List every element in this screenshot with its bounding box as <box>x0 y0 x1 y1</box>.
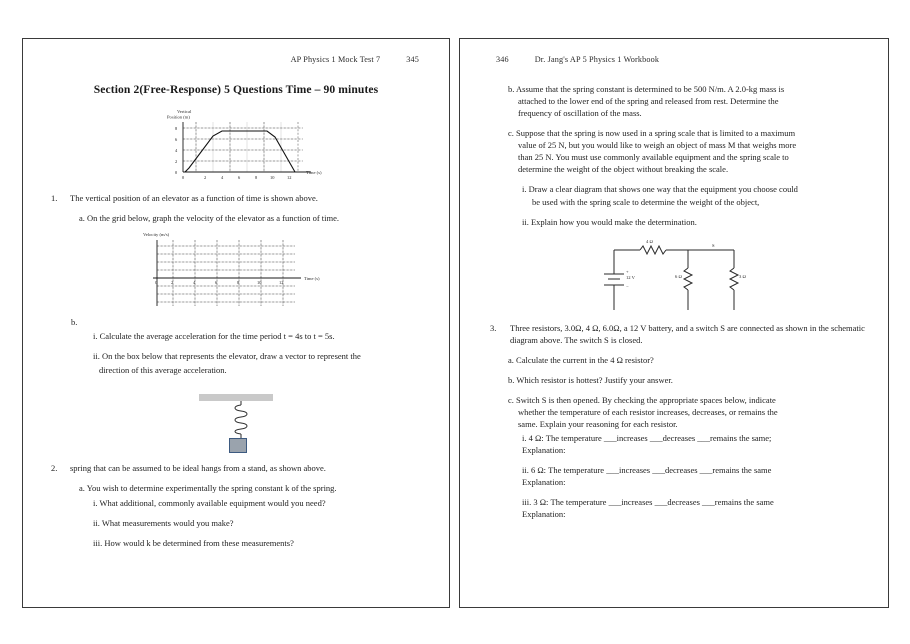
svg-text:10: 10 <box>257 280 262 286</box>
figure-circuit-diagram <box>574 238 774 314</box>
page-left <box>22 38 450 608</box>
question-3-stem-line-2: in the schematic diagram above. The switch S is closed. <box>510 322 865 345</box>
svg-text:2: 2 <box>204 175 207 180</box>
question-1-stem: The vertical position of an elevator as a function of time is shown above. <box>70 193 318 203</box>
position-graph-ylabel-line2: Position (m) <box>167 114 190 120</box>
page-number: 346 <box>496 55 509 64</box>
page-right <box>459 38 889 608</box>
svg-text:0: 0 <box>155 280 158 286</box>
question-2-part-c <box>478 127 870 175</box>
question-3-stem <box>510 322 870 346</box>
running-head-right-page <box>478 53 870 67</box>
question-2-part-c-i-line-2: be used with the spring scale to determine the weight of the object, <box>532 196 760 207</box>
velocity-grid-x-ticks <box>155 280 283 285</box>
circuit-svg <box>574 238 774 314</box>
question-1-part-b-i: i. Calculate the average acceleration for the time period t = 4s to t = 5s. <box>93 331 335 342</box>
velocity-grid-xlabel: Time (s) <box>304 276 320 282</box>
question-2-part-b <box>478 83 870 119</box>
checklist-item-4ohm-prompt[interactable]: i. 4 Ω: The temperature ___increases ___decreases ___remains the same; <box>522 433 772 444</box>
resistor-3ohm-label: 3 Ω <box>739 273 746 279</box>
question-2-part-a-i: i. What additional, commonly available equipment would you need? <box>93 497 326 508</box>
figure-velocity-grid <box>143 230 329 308</box>
battery-voltage-label: 12 V <box>626 274 635 280</box>
question-2-part-c-ii: ii. Explain how you would make the determination. <box>522 216 697 227</box>
position-graph-gridlines <box>183 122 301 172</box>
checklist-item-3ohm-explanation[interactable]: Explanation: <box>522 509 566 520</box>
question-2-part-a-iii: iii. How would k be determined from these measurements? <box>93 537 294 548</box>
battery-plus-sign: + <box>626 268 629 274</box>
resistor-6ohm-symbol <box>684 268 692 290</box>
question-2-part-c-i <box>478 183 870 207</box>
running-head-left-page <box>41 53 431 67</box>
resistor-6ohm-label: 6 Ω <box>675 273 682 279</box>
velocity-grid-svg <box>143 230 329 308</box>
question-2-part-c-line-4: determine the weight of the object without breaking the scale. <box>518 164 729 175</box>
battery-minus-sign: − <box>626 283 629 289</box>
question-3 <box>478 322 870 346</box>
svg-text:12: 12 <box>279 280 284 286</box>
question-2-stem: spring that can be assumed to be ideal hangs from a stand, as shown above. <box>70 463 326 474</box>
svg-text:0: 0 <box>175 170 178 175</box>
question-3-part-c-line-3: same. Explain your reasoning for each resistor. <box>518 419 678 429</box>
question-1-part-b: b. <box>71 317 78 328</box>
question-3-part-a: a. Calculate the current in the 4 Ω resistor? <box>508 354 654 365</box>
velocity-grid-minor-lines <box>157 240 295 306</box>
position-graph-svg <box>151 106 321 184</box>
hanging-mass-block <box>229 438 247 453</box>
svg-text:12: 12 <box>287 175 292 180</box>
svg-text:8: 8 <box>175 126 178 131</box>
svg-text:10: 10 <box>270 175 275 180</box>
checklist-item-4ohm <box>478 432 870 456</box>
velocity-grid-ylabel: Velocity (m/s) <box>143 232 170 238</box>
page-number: 345 <box>406 55 419 64</box>
checklist-item-3ohm <box>478 496 870 520</box>
svg-text:4: 4 <box>221 175 224 180</box>
figure-position-vs-time <box>151 106 321 184</box>
spring-stand <box>199 394 273 401</box>
checklist-item-6ohm-prompt[interactable]: ii. 6 Ω: The temperature ___increases ___decreases ___remains the same <box>522 465 772 476</box>
running-head-title: AP Physics 1 Mock Test 7 <box>290 55 381 64</box>
resistor-4ohm-label: 4 Ω <box>646 238 653 244</box>
svg-text:0: 0 <box>182 175 185 180</box>
question-2-part-a: a. You wish to determine experimentally the spring constant k of the spring. <box>79 483 337 494</box>
question-1 <box>41 192 431 204</box>
question-2-part-c-line-2: value of 25 N, but you would like to weigh an object of mass M that weighs more <box>518 140 797 151</box>
svg-text:4: 4 <box>175 148 178 153</box>
question-2-part-c-line-3: than 25 N. You must use commonly available equipment and the spring scale to <box>518 152 789 163</box>
question-3-part-c-line-1: c. Switch S is then opened. By checking the appropriate spaces below, indicate <box>508 394 776 405</box>
svg-text:8: 8 <box>255 175 258 180</box>
checklist-item-3ohm-prompt[interactable]: iii. 3 Ω: The temperature ___increases ___decreases ___remains the same <box>522 497 774 508</box>
position-graph-x-ticks <box>182 175 291 180</box>
question-2-part-b-line-1: b. Assume that the spring constant is determined to be 500 N/m. A 2.0-kg mass is <box>508 84 785 94</box>
position-graph-major-grid <box>183 122 303 172</box>
question-2-number: 2. <box>51 463 58 474</box>
svg-text:4: 4 <box>193 280 196 286</box>
question-2-part-c-line-1: c. Suppose that the spring is now used in a spring scale that is limited to a maximum <box>508 128 796 139</box>
question-3-part-c-line-2: whether the temperature of each resistor increases, decreases, or remains the <box>518 406 778 417</box>
question-2-part-b-line-3: frequency of oscillation of the mass. <box>518 108 642 119</box>
velocity-grid-major-lines <box>157 240 295 306</box>
question-3-stem-line-1: Three resistors, 3.0Ω, 4 Ω, 6.0Ω, a 12 V battery, and a switch S are connected as shown <box>510 322 808 333</box>
svg-text:2: 2 <box>171 280 174 286</box>
section-title: Section 2(Free-Response) 5 Questions Time – 90 minutes <box>93 83 379 96</box>
question-1-number: 1. <box>51 193 58 203</box>
question-3-part-c <box>478 394 870 430</box>
resistor-4ohm-symbol <box>640 246 666 254</box>
switch-label: S <box>712 242 715 248</box>
resistor-3ohm-symbol <box>730 268 738 290</box>
figure-spring-and-mass <box>181 390 291 452</box>
running-head-title: Dr. Jang's AP 5 Physics 1 Workbook <box>534 55 660 64</box>
position-graph-ylabel-line1: Vertical <box>177 109 192 114</box>
checklist-item-6ohm-explanation[interactable]: Explanation: <box>522 477 566 488</box>
position-graph-xlabel: Time (s) <box>306 170 322 175</box>
position-graph-y-ticks <box>175 126 178 175</box>
question-1-part-a: a. On the grid below, graph the velocity of the elevator as a function of time. <box>79 213 340 224</box>
svg-text:6: 6 <box>238 175 241 180</box>
question-2-part-a-ii: ii. What measurements would you make? <box>93 517 234 528</box>
checklist-item-6ohm <box>478 464 870 488</box>
question-1-part-b-ii: ii. On the box below that represents the elevator, draw a vector to represent the <box>93 351 361 362</box>
position-graph-curve <box>185 131 295 172</box>
spring-coil-icon <box>231 401 251 441</box>
svg-text:6: 6 <box>175 137 178 142</box>
svg-text:8: 8 <box>237 280 240 286</box>
svg-text:2: 2 <box>175 159 178 164</box>
svg-text:6: 6 <box>215 280 218 286</box>
question-2 <box>41 462 431 474</box>
question-3-number: 3. <box>490 322 497 333</box>
question-2-part-b-line-2: attached to the lower end of the spring and released from rest. Determine the <box>518 96 779 107</box>
question-1-part-b-ii-cont: direction of this average acceleration. <box>99 365 227 376</box>
question-2-part-c-i-line-1: i. Draw a clear diagram that shows one way that the equipment you choose could <box>522 184 798 195</box>
question-3-part-b: b. Which resistor is hottest? Justify your answer. <box>508 374 673 385</box>
checklist-item-4ohm-explanation[interactable]: Explanation: <box>522 445 566 456</box>
